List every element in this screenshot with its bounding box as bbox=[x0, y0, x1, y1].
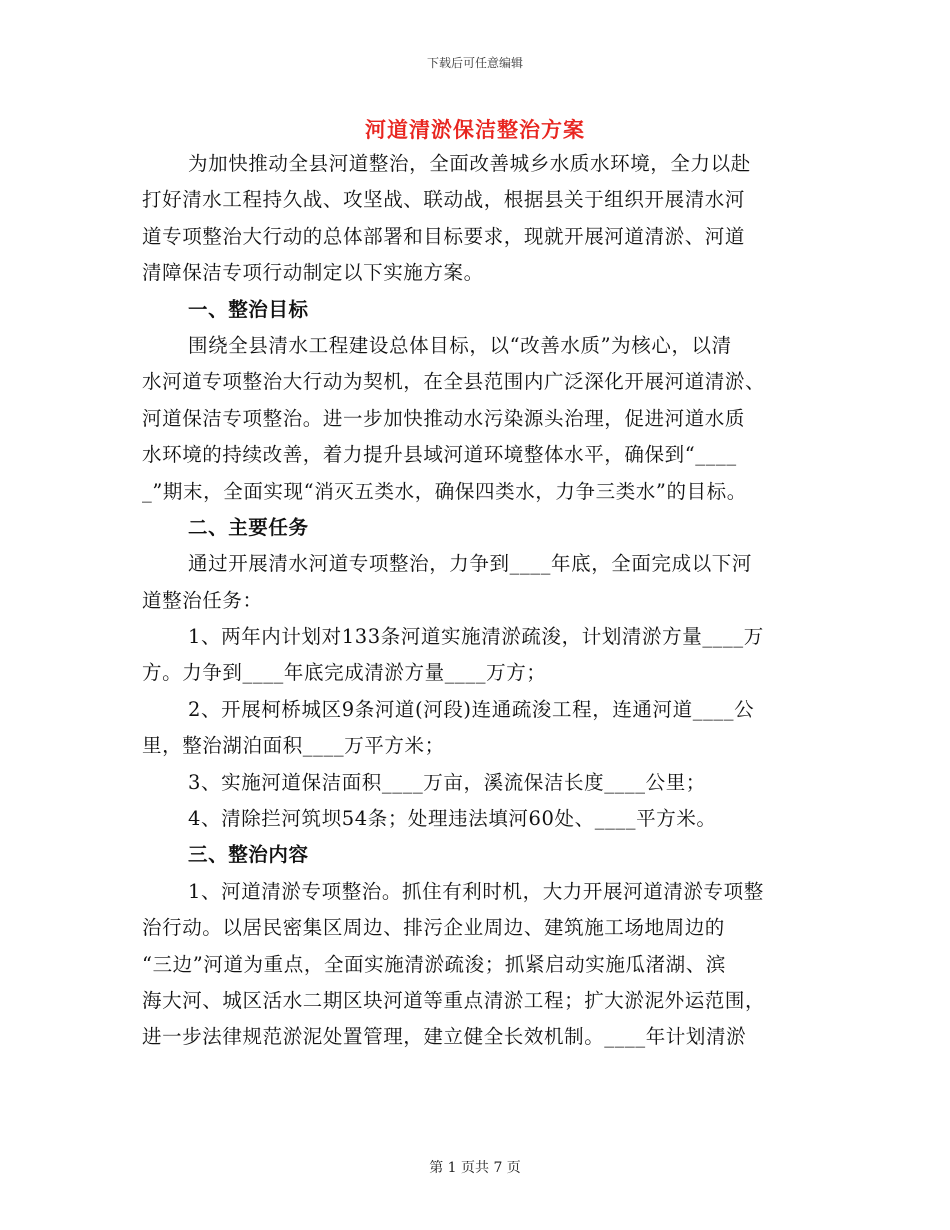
header-note: 下载后可任意编辑 bbox=[426, 56, 523, 70]
paragraph-line: 围绕全县清水工程建设总体目标，以“改善水质”为核心，以清 bbox=[188, 333, 732, 357]
paragraph-line: 水河道专项整治大行动为契机，在全县范围内广泛深化开展河道清淤、 bbox=[142, 370, 766, 394]
document-title: 河道清淤保洁整治方案 bbox=[365, 117, 585, 142]
section-heading: 二、主要任务 bbox=[188, 515, 309, 539]
paragraph-line: 通过开展清水河道专项整治，力争到____年底，全面完成以下河 bbox=[188, 552, 753, 576]
section-heading: 三、整治内容 bbox=[188, 843, 309, 867]
paragraph-line: 清障保洁专项行动制定以下实施方案。 bbox=[142, 261, 484, 285]
paragraph-line: 海大河、城区活水二期区块河道等重点清淤工程；扩大淤泥外运范围， bbox=[142, 988, 766, 1012]
paragraph-line: 2、开展柯桥城区9条河道(河段)连通疏浚工程，连通河道____公 bbox=[188, 697, 755, 721]
paragraph-line: 道专项整治大行动的总体部署和目标要求，现就开展河道清淤、河道 bbox=[142, 224, 746, 248]
paragraph-line: 河道保洁专项整治。进一步加快推动水污染源头治理，促进河道水质 bbox=[142, 406, 746, 430]
paragraph-line: 治行动。以居民密集区周边、排污企业周边、建筑施工场地周边的 bbox=[142, 916, 725, 940]
paragraph-line: “三边”河道为重点，全面实施清淤疏浚；抓紧启动实施瓜渚湖、滨 bbox=[142, 952, 726, 976]
paragraph-line: 里，整治湖泊面积____万平方米； bbox=[142, 734, 445, 758]
paragraph-line: 进一步法律规范淤泥处置管理，建立健全长效机制。____年计划清淤 bbox=[142, 1025, 747, 1049]
paragraph-line: 打好清水工程持久战、攻坚战、联动战，根据县关于组织开展清水河 bbox=[142, 188, 746, 212]
document-body bbox=[142, 146, 822, 1056]
paragraph-line: 方。力争到____年底完成清淤方量____万方； bbox=[142, 661, 547, 685]
paragraph-line: 为加快推动全县河道整治，全面改善城乡水质水环境，全力以赴 bbox=[188, 152, 751, 175]
paragraph-line: 1、河道清淤专项整治。抓住有利时机，大力开展河道清淤专项整 bbox=[188, 879, 764, 903]
paragraph-line: 水环境的持续改善，着力提升县域河道环境整体水平，确保到“____ bbox=[142, 443, 737, 467]
paragraph-line: 4、清除拦河筑坝54条；处理违法填河60处、____平方米。 bbox=[188, 807, 717, 831]
paragraph-line: _”期末，全面实现“消灭五类水，确保四类水，力争三类水”的目标。 bbox=[142, 479, 747, 503]
paragraph-line: 1、两年内计划对133条河道实施清淤疏浚，计划清淤方量____万 bbox=[188, 625, 764, 649]
paragraph-line: 道整治任务： bbox=[142, 588, 263, 612]
paragraph-line: 3、实施河道保洁面积____万亩，溪流保洁长度____公里； bbox=[188, 770, 706, 794]
section-heading: 一、整治目标 bbox=[188, 297, 309, 321]
page-footer: 第 1 页共 7 页 bbox=[429, 1160, 521, 1176]
